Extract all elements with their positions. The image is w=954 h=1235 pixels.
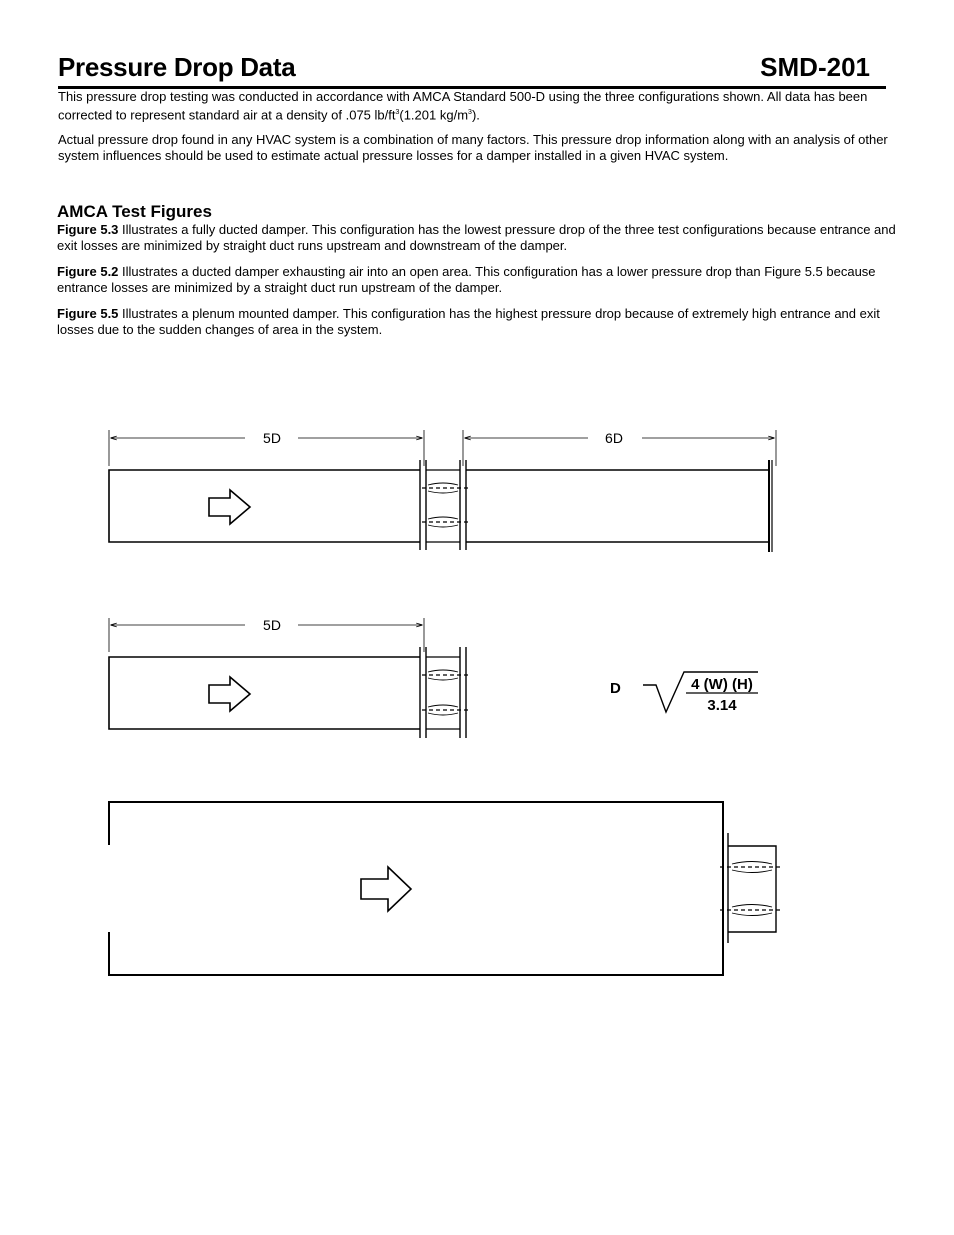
page-title: Pressure Drop Data bbox=[58, 52, 296, 82]
model-number: SMD-201 bbox=[760, 52, 870, 82]
fig53-downstream-dimension: 6D bbox=[605, 430, 623, 446]
figure-description-5-5: Figure 5.5 Illustrates a plenum mounted damper. This configuration has the highest pressure drop because of extremely high entrance and exit losses due to the sudden changes of area in the system. bbox=[57, 306, 880, 337]
section-heading: AMCA Test Figures bbox=[57, 202, 212, 221]
formula-denominator: 3.14 bbox=[707, 697, 737, 714]
intro-paragraph-2: Actual pressure drop found in any HVAC system is a combination of many factors. This pressure drop information along with an analysis of other system influences should be used to estimate actual pressure losses for a damper installed in a given HVAC system. bbox=[58, 132, 888, 163]
fig53-upstream-dimension: 5D bbox=[263, 430, 281, 446]
figure-description-5-3: Figure 5.3 Illustrates a fully ducted damper. This configuration has the lowest pressure drop of the three test configurations because entrance and exit losses are minimized by straight duct runs upstream and downstream of the damper. bbox=[57, 222, 896, 253]
figure-description-5-2: Figure 5.2 Illustrates a ducted damper exhausting air into an open area. This configuration has a lower pressure drop than Figure 5.5 because entrance losses are minimized by a straight duct run upstream of the damper. bbox=[57, 264, 876, 295]
figure-5-2-diagram bbox=[109, 618, 470, 738]
figure-5-3-diagram bbox=[109, 430, 776, 552]
intro-paragraph-1: This pressure drop testing was conducted in accordance with AMCA Standard 500-D using the three configurations shown. All data has been corrected to represent standard air at a density of .075 $lb/ft^3(1.201$ $kg/m^3$). bbox=[58, 89, 868, 122]
formula-numerator: 4 (W) (H) bbox=[691, 676, 753, 693]
fig52-upstream-dimension: 5D bbox=[263, 617, 281, 633]
formula-lhs: D bbox=[610, 680, 621, 697]
equivalent-diameter-formula bbox=[610, 672, 758, 714]
figure-5-5-diagram bbox=[109, 802, 782, 975]
